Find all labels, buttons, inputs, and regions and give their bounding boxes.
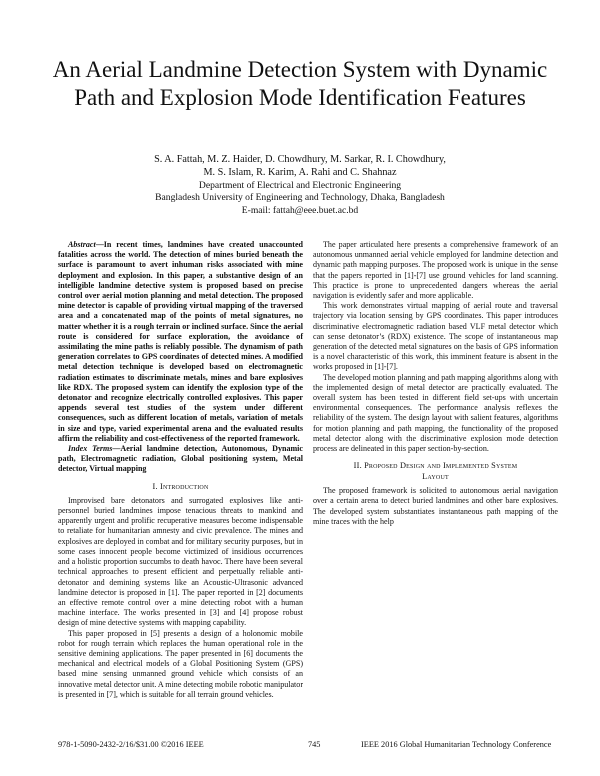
index-terms <box>58 444 303 475</box>
email: E-mail: fattah@eee.buet.ac.bd <box>241 204 359 216</box>
footer-page-number: 745 <box>308 740 321 749</box>
section-heading-introduction: I. Introduction <box>152 481 209 491</box>
intro-paragraph-4: This work demonstrates virtual mapping of aerial route and traversal trajectory via location sensing by GPS coordinates. This paper introduces discriminative electromagnetic radiation based VLF metal detector which can sense detonator’s (RDX) existence. The scope of instantaneous map generation of the detected metal signatures on the basis of GPS information is a novel characteristic of this work, this imminent feature is absent in the works proposed in [1]-[7]. <box>313 301 558 372</box>
intro-paragraph-5: The developed motion planning and path mapping algorithms along with the implemented design of metal detector are practically evaluated. The overall system has been tested in different field set-ups with uncertain environmental consequences. The performance analysis reflexes the reliability of the system. The design layout with salient features, algorithms for motion planning and path mapping, the functionality of the proposed metal detector along with the discriminative explosion mode detection process are delineated in this paper section-by-section. <box>313 372 558 454</box>
footer-isbn: 978-1-5090-2432-2/16/$31.00 ©2016 IEEE <box>58 740 204 749</box>
abstract <box>58 240 303 444</box>
intro-paragraph-2: This paper proposed in [5] presents a design of a holonomic mobile robot for rough terrain which replaces the human operational role in the sensitive demining applications. The paper presented in [6] documents the mechanical and electrical models of a Global Positioning System (GPS) based mine sensing unmanned ground vehicle which consists of an innovative metal detector unit. A mine detecting mobile robotic manipulator is presented in [7], which is suitable for all terrain ground vehicles. <box>58 628 303 699</box>
paper-title: An Aerial Landmine Detection System with Dynamic Path and Explosion Mode Identification Features <box>52 57 548 110</box>
intro-paragraph-1: Improvised bare detonators and surrogated explosives like anti-personnel buried landmines impose tenacious threats to mankind and apparently urgent and prolific recuperative measures become indispensable to retaliate for humanitarian amnesty and civic prevalence. The mines and explosives are deployed in combat and for military security purposes, but in some cases innocent people become victimized of insidious occurrences and a holistic proportion succumbs to death havoc. There have been several technical approaches to present efficient and perpetually reliable anti-detonator and demining systems like an Acoustic-Ultrasonic advanced landmine detector is proposed in [1]. The paper reported in [2] documents an effective remote control over a mine detecting robot with a human machine interface. The works presented in [3] and [4] propose robust design of mine detective systems with mapping capability. <box>58 495 303 628</box>
index-terms-label: Index Terms <box>68 444 113 454</box>
left-column <box>58 240 303 700</box>
abstract-label: Abstract <box>68 240 96 249</box>
section-heading-proposed-design <box>313 461 558 482</box>
abstract-text: —In recent times, landmines have created unaccounted fatalities across the world. The detection of mines buried beneath the surface is paramount to avert inhuman risks associated with mine deployment and explosion. In this paper, a substantive design of an intelligible landmine detective system is proposed based on precise control over aerial motion planning and metal detection. The proposed mine detector is capable of providing virtual mapping of the traversed area and a concatenated map of the points of metal signatures, no matter whether it is a rough terrain or inclined surface. Since the aerial route is considered for surface exploration, the avoidance of assimilating the mine paths is reliably possible. The dynamism of path generation correlates to GPS coordinates of detected mines. A modified metal detection technique is developed based on electromagnetic radiation estimates to discriminate metals, mines and bare explosives like RDX. The proposed system can identify the explosion type of the detonator and recognize electrically controlled explosives. This paper appends several test studies of the system under different consequences, such as different location of metals, variation of metals in size and type, varied experimental arena and the evaluated results affirm the reliability and cost-effectiveness of the reported framework. <box>58 240 303 443</box>
right-column <box>313 240 558 527</box>
footer-conference: IEEE 2016 Global Humanitarian Technology Conference <box>361 740 552 749</box>
department: Department of Electrical and Electronic Engineering <box>198 179 402 191</box>
section-heading-line-2: Layout <box>422 471 449 481</box>
intro-paragraph-3: The paper articulated here presents a comprehensive framework of an autonomous unmanned aerial vehicle employed for landmine detection and dynamic path mapping purposes. The proposed work is unique in the sense that the papers reported in [1]-[7] use ground vehicles for land scanning. This practice is prone to unprecedented dangers whereas the aerial navigation is evidently safer and more applicable. <box>313 240 558 301</box>
authors-line-2: M. S. Islam, R. Karim, A. Rahi and C. Shahnaz <box>203 167 397 179</box>
section-2-paragraph-1: The proposed framework is solicited to autonomous aerial navigation over a certain arena to detect buried landmines and other bare explosives. The developed system substantiates instantaneous path mapping of the mine traces with the help <box>313 486 558 526</box>
university: Bangladesh University of Engineering and Technology, Dhaka, Bangladesh <box>155 192 445 204</box>
index-terms-text: —Aerial landmine detection, Autonomous, Dynamic path, Electromagnetic radiation, Global positioning system, Metal detector, Virtual mapping <box>58 444 303 474</box>
authors-line-1: S. A. Fattah, M. Z. Haider, D. Chowdhury, M. Sarkar, R. I. Chowdhury, <box>154 154 446 165</box>
section-heading-line-1: II. Proposed Design and Implemented System <box>353 461 518 471</box>
author-block <box>40 153 560 217</box>
